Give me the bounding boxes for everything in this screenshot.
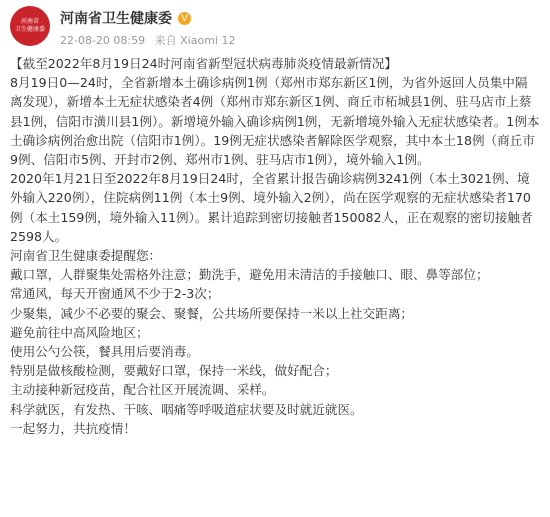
- author-name[interactable]: 河南省卫生健康委: [60, 11, 172, 27]
- post-subline: [60, 32, 241, 48]
- tip-item: 特别是做核酸检测，要戴好口罩，保持一米线，做好配合；: [10, 363, 338, 379]
- tip-item: 戴口罩，人群聚集处需格外注意；勤洗手，避免用未清洁的手接触口、眼、鼻等部位；: [10, 267, 489, 283]
- post-title: 【截至2022年8月19日24时河南省新型冠状病毒肺炎疫情最新情况】: [10, 56, 397, 71]
- tip-item: 科学就医，有发热、干咳、咽痛等呼吸道症状要及时就近就医。: [10, 401, 363, 417]
- post-header: [10, 6, 540, 52]
- tip-item: 避免前往中高风险地区；: [10, 324, 149, 340]
- avatar-text: 河南省 卫生健康委: [14, 18, 45, 33]
- post-content: [10, 54, 540, 438]
- post-source: 来自 Xiaomi 12: [154, 34, 236, 47]
- tip-item: 主动接种新冠疫苗，配合社区开展流调、采样。: [10, 382, 275, 398]
- name-row: [60, 8, 241, 28]
- verified-badge-icon: V: [178, 12, 191, 25]
- avatar[interactable]: [10, 6, 50, 46]
- post-time[interactable]: 22-08-20 08:59: [60, 34, 146, 47]
- reminder-heading: 河南省卫生健康委提醒您：: [10, 248, 162, 264]
- tip-item: 一起努力，共抗疫情！: [10, 420, 136, 436]
- paragraph-daily: 8月19日0—24时，全省新增本土确诊病例1例（郑州市郑东新区1例，为省外返回人员集中隔离发现），新增本土无症状感染者4例（郑州市郑东新区1例、商丘市柘城县1例、驻马店市上蔡县1例，信阳市潢川县1例）。新增境外输入确诊病例1例，无新增境外输入无症状感染者。1例本土确诊病例治愈出院（信阳市1例）。19例无症状感染者解除医学观察，其中本土18例（商丘市9例、信阳市5例、开封市2例、郑州市1例、驻马店市1例），境外输入1例。: [10, 75, 540, 168]
- tip-item: 使用公勺公筷，餐具用后要消毒。: [10, 344, 199, 360]
- tip-item: 常通风，每天开窗通风不少于2-3次；: [10, 286, 220, 302]
- tip-item: 少聚集，减少不必要的聚会、聚餐，公共场所要保持一米以上社交距离；: [10, 305, 413, 321]
- post-meta: [60, 6, 241, 48]
- paragraph-cumulative: 2020年1月21日至2022年8月19日24时，全省累计报告确诊病例3241例（本土3021例、境外输入220例），住院病例11例（本土9例、境外输入2例），尚在医学观察的无症状感染者170例（本土159例，境外输入11例）。累计追踪到密切接触者150082人，正在观察的密切接触者2598人。: [10, 171, 533, 244]
